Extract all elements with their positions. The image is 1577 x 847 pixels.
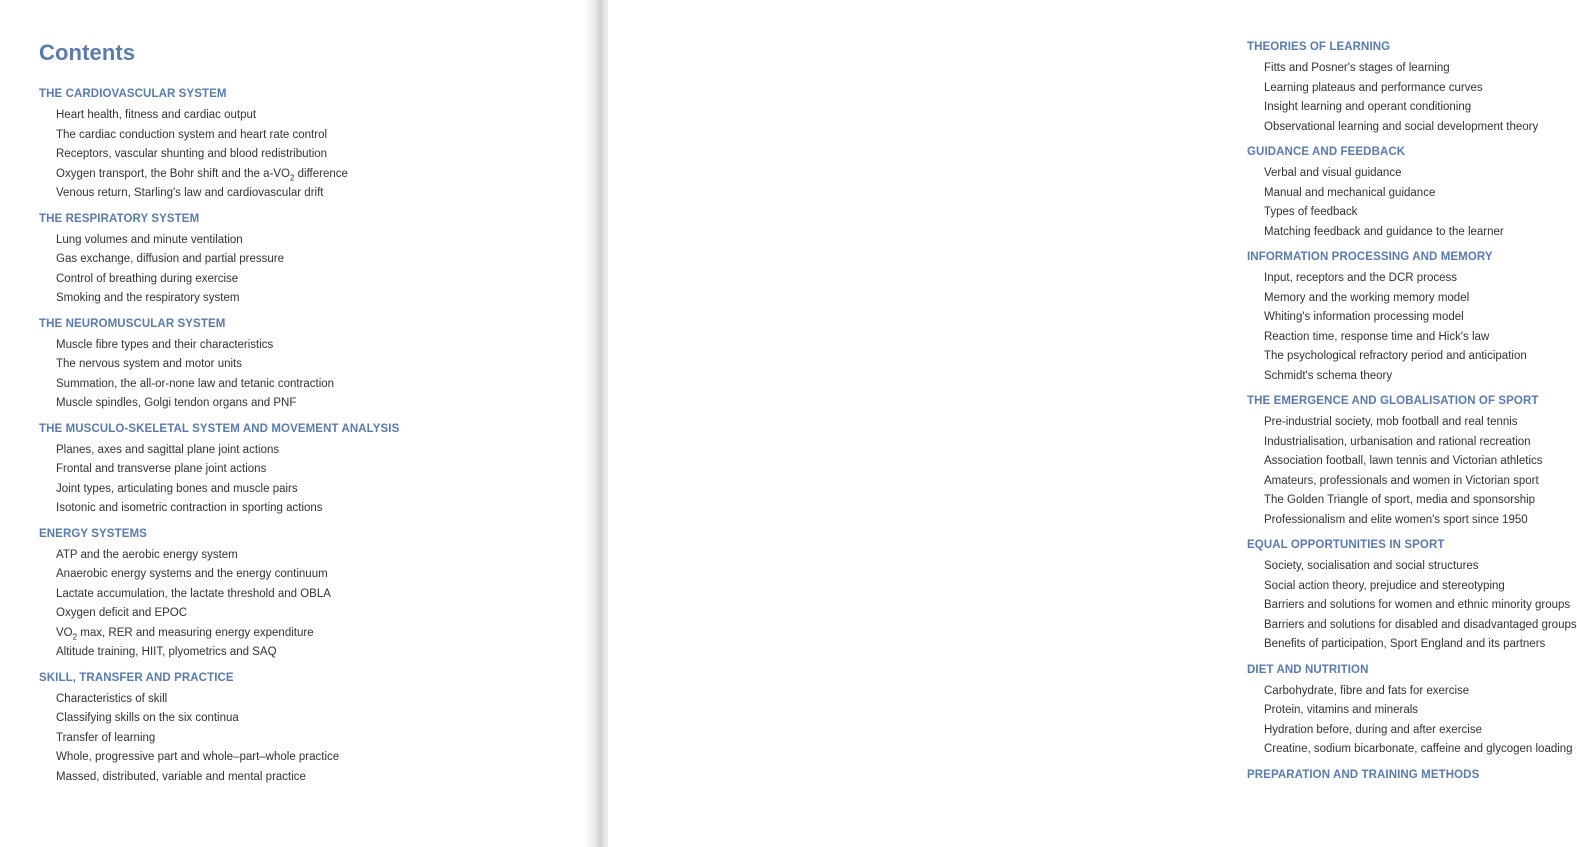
toc-section xyxy=(1247,394,1577,531)
page-title: Contents xyxy=(39,40,136,65)
section-item-list xyxy=(1247,270,1577,387)
toc-section xyxy=(39,527,399,664)
toc-entry[interactable]: Amateurs, professionals and women in Victorian sport xyxy=(1264,474,1539,487)
section-item-list xyxy=(39,337,399,415)
toc-entry[interactable]: Receptors, vascular shunting and blood redistribution xyxy=(56,148,328,160)
toc-entry[interactable]: Pre-industrial society, mob football and real tennis xyxy=(1264,416,1518,428)
toc-entry[interactable]: Insight learning and operant conditioning xyxy=(1264,101,1472,113)
toc-section xyxy=(1247,663,1577,761)
toc-entry[interactable]: Barriers and solutions for disabled and disadvantaged groups xyxy=(1264,618,1577,631)
toc-entry[interactable]: Characteristics of skill xyxy=(56,692,168,705)
toc-entry[interactable]: Transfer of learning xyxy=(56,731,156,744)
section-heading[interactable]: THE CARDIOVASCULAR SYSTEM xyxy=(39,88,227,100)
toc-entry[interactable]: Whole, progressive part and whole–part–whole practice xyxy=(56,751,340,763)
section-item-list xyxy=(39,547,399,664)
toc-entry[interactable]: Smoking and the respiratory system xyxy=(56,292,240,304)
toc-entry[interactable]: Reaction time, response time and Hick's law xyxy=(1264,330,1490,343)
section-item-list xyxy=(39,107,399,205)
toc-entry[interactable]: Muscle fibre types and their characteristics xyxy=(56,338,274,351)
toc-entry[interactable]: Manual and mechanical guidance xyxy=(1264,186,1436,199)
toc-entry[interactable]: The cardiac conduction system and heart rate control xyxy=(56,128,328,141)
toc-entry[interactable]: Lung volumes and minute ventilation xyxy=(56,233,243,246)
toc-entry[interactable]: Whiting's information processing model xyxy=(1264,311,1464,323)
toc-entry[interactable]: Verbal and visual guidance xyxy=(1264,167,1402,179)
left-page xyxy=(0,0,592,847)
toc-entry[interactable]: $VO_2$ max, RER and measuring energy expenditure xyxy=(56,626,314,641)
toc-section xyxy=(1247,768,1577,788)
toc-entry[interactable]: Hydration before, during and after exercise xyxy=(1264,723,1482,736)
toc-entry[interactable]: Industrialisation, urbanisation and rational recreation xyxy=(1264,435,1531,448)
section-heading[interactable]: GUIDANCE AND FEEDBACK xyxy=(1247,146,1406,158)
section-item-list xyxy=(1247,558,1577,656)
section-item-list xyxy=(1247,60,1577,138)
toc-entry[interactable]: Heart health, fitness and cardiac output xyxy=(56,109,257,121)
toc-entry[interactable]: Creatine, sodium bicarbonate, caffeine and glycogen loading xyxy=(1264,743,1573,755)
toc-entry[interactable]: Society, socialisation and social structures xyxy=(1264,560,1479,572)
toc-section xyxy=(1247,40,1577,138)
toc-entry[interactable]: Lactate accumulation, the lactate threshold and OBLA xyxy=(56,587,331,600)
toc-entry[interactable]: Frontal and transverse plane joint actions xyxy=(56,463,267,475)
toc-entry[interactable]: Benefits of participation, Sport England and its partners xyxy=(1264,638,1546,650)
toc-section xyxy=(1247,250,1577,387)
toc-entry[interactable]: Input, receptors and the DCR process xyxy=(1264,272,1458,284)
right-contents-column xyxy=(1247,40,1577,795)
toc-entry[interactable]: Venous return, Starling's law and cardiovascular drift xyxy=(56,187,324,199)
toc-entry[interactable]: Fitts and Posner's stages of learning xyxy=(1264,62,1450,74)
toc-entry[interactable]: Barriers and solutions for women and ethnic minority groups xyxy=(1264,599,1571,611)
section-item-list xyxy=(1247,414,1577,531)
toc-entry[interactable]: Isotonic and isometric contraction in sporting actions xyxy=(56,502,323,514)
section-heading[interactable]: INFORMATION PROCESSING AND MEMORY xyxy=(1247,251,1493,263)
toc-entry[interactable]: Matching feedback and guidance to the learner xyxy=(1264,225,1504,238)
section-heading[interactable]: THE NEUROMUSCULAR SYSTEM xyxy=(39,317,226,330)
toc-entry[interactable]: The nervous system and motor units xyxy=(56,358,242,370)
section-heading[interactable]: THE EMERGENCE AND GLOBALISATION OF SPORT xyxy=(1247,395,1539,407)
toc-entry[interactable]: Oxygen transport, the Bohr shift and the $a-VO_2$ difference xyxy=(56,167,348,182)
toc-entry[interactable]: The Golden Triangle of sport, media and sponsorship xyxy=(1264,494,1536,506)
toc-section xyxy=(39,317,399,415)
toc-entry[interactable]: Classifying skills on the six continua xyxy=(56,712,239,724)
toc-entry[interactable]: Anaerobic energy systems and the energy continuum xyxy=(56,568,328,580)
toc-entry[interactable]: Massed, distributed, variable and mental practice xyxy=(56,770,306,783)
right-page xyxy=(608,0,1577,847)
section-item-list xyxy=(39,232,399,310)
toc-entry[interactable]: The psychological refractory period and anticipation xyxy=(1264,350,1527,362)
toc-entry[interactable]: Social action theory, prejudice and stereotyping xyxy=(1264,579,1505,592)
toc-entry[interactable]: Protein, vitamins and minerals xyxy=(1264,704,1419,716)
section-item-list xyxy=(1247,683,1577,761)
section-heading[interactable]: THEORIES OF LEARNING xyxy=(1247,41,1391,53)
toc-entry[interactable]: Planes, axes and sagittal plane joint actions xyxy=(56,443,280,456)
toc-section xyxy=(39,212,399,310)
left-contents-column xyxy=(39,87,399,795)
toc-entry[interactable]: Joint types, articulating bones and muscle pairs xyxy=(56,482,298,495)
toc-section xyxy=(1247,145,1577,243)
section-heading[interactable]: THE RESPIRATORY SYSTEM xyxy=(39,212,200,225)
section-item-list xyxy=(1247,165,1577,243)
section-heading[interactable]: THE MUSCULO-SKELETAL SYSTEM AND MOVEMENT ANALYSIS xyxy=(39,422,400,435)
toc-entry[interactable]: Professionalism and elite women's sport since 1950 xyxy=(1264,513,1528,526)
section-heading[interactable]: ENERGY SYSTEMS xyxy=(39,527,147,540)
section-heading[interactable]: DIET AND NUTRITION xyxy=(1247,663,1369,676)
toc-section xyxy=(39,671,399,789)
toc-entry[interactable]: Carbohydrate, fibre and fats for exercise xyxy=(1264,684,1470,697)
section-item-list xyxy=(39,691,399,789)
toc-entry[interactable]: Learning plateaus and performance curves xyxy=(1264,81,1483,94)
toc-entry[interactable]: Muscle spindles, Golgi tendon organs and PNF xyxy=(56,397,297,409)
toc-entry[interactable]: Oxygen deficit and EPOC xyxy=(56,607,188,619)
toc-entry[interactable]: Types of feedback xyxy=(1264,206,1358,218)
toc-entry[interactable]: Association football, lawn tennis and Victorian athletics xyxy=(1264,455,1543,467)
toc-section xyxy=(39,87,399,205)
toc-entry[interactable]: Schmidt's schema theory xyxy=(1264,369,1393,382)
toc-entry[interactable]: Altitude training, HIIT, plyometrics and SAQ xyxy=(56,646,277,658)
toc-entry[interactable]: Memory and the working memory model xyxy=(1264,291,1470,304)
section-heading[interactable]: PREPARATION AND TRAINING METHODS xyxy=(1247,768,1480,781)
toc-entry[interactable]: ATP and the aerobic energy system xyxy=(56,548,238,561)
section-heading[interactable]: EQUAL OPPORTUNITIES IN SPORT xyxy=(1247,539,1445,551)
section-item-list xyxy=(39,442,399,520)
toc-entry[interactable]: Observational learning and social development theory xyxy=(1264,120,1539,133)
toc-entry[interactable]: Gas exchange, diffusion and partial pressure xyxy=(56,253,285,265)
toc-section xyxy=(1247,538,1577,656)
toc-entry[interactable]: Control of breathing during exercise xyxy=(56,272,239,285)
toc-section xyxy=(39,422,399,520)
toc-entry[interactable]: Summation, the all-or-none law and tetanic contraction xyxy=(56,377,335,390)
section-heading[interactable]: SKILL, TRANSFER AND PRACTICE xyxy=(39,671,234,684)
